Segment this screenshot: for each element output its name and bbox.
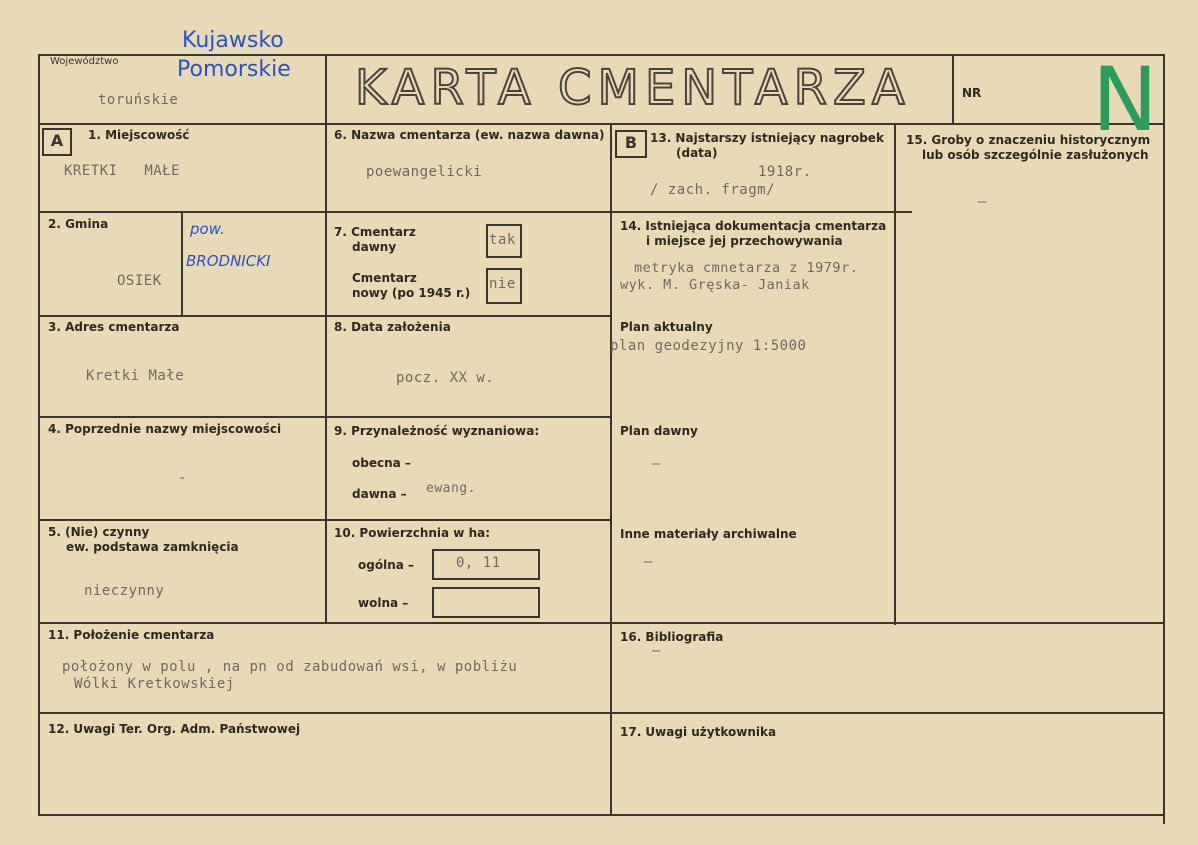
powiat-label: pow. (190, 220, 225, 238)
field-11-label: 11. Położenie cmentarza (48, 628, 215, 642)
border-right (1163, 54, 1165, 824)
wojewodztwo-label: Województwo (50, 56, 119, 67)
field-13-value-2: / zach. fragm/ (650, 182, 776, 198)
nr-value: N (1092, 48, 1158, 151)
field-5-label-2: ew. podstawa zamknięcia (66, 540, 239, 554)
field-10-wolna-box (432, 587, 540, 618)
field-7-label: 7. Cmentarz (334, 225, 416, 239)
field-9-dawna-value: ewang. (426, 481, 476, 496)
col-divider-1 (325, 123, 327, 622)
field-7-nowy-2: nowy (po 1945 r.) (352, 286, 471, 300)
section-a-letter: A (42, 128, 72, 156)
field-1-label: 1. Miejscowość (88, 128, 190, 142)
field-14-label-1: 14. Istniejąca dokumentacja cmentarza (620, 219, 887, 233)
row-line-5 (38, 622, 1165, 624)
field-15-label-2: lub osób szczególnie zasłużonych (922, 148, 1149, 162)
field-8-value: pocz. XX w. (396, 370, 495, 386)
field-1-value: KRETKI MAŁE (64, 163, 181, 179)
plan-dawny-label: Plan dawny (620, 424, 698, 438)
plan-dawny-value: – (652, 456, 661, 472)
field-4-label: 4. Poprzednie nazwy miejscowości (48, 422, 282, 436)
card-title: KARTA CMENTARZA (355, 60, 911, 116)
gmina-divider (181, 211, 183, 316)
col-divider-3 (894, 123, 896, 625)
inne-materialy-label: Inne materiały archiwalne (620, 527, 797, 541)
border-bottom (38, 814, 1165, 816)
field-5-label-1: 5. (Nie) czynny (48, 525, 150, 539)
field-10-label: 10. Powierzchnia w ha: (334, 526, 491, 540)
field-17-label: 17. Uwagi użytkownika (620, 725, 777, 739)
old-voivodeship: toruńskie (98, 92, 179, 108)
field-11-value-2: Wólki Kretkowskiej (74, 676, 235, 692)
section-b-letter: B (615, 130, 647, 158)
field-11-value-1: położony w polu , na pn od zabudowań wsi, w pobliżu (62, 659, 518, 675)
field-15-value: – (978, 194, 987, 210)
field-10-ogolna-value: 0, 11 (456, 555, 501, 571)
field-14-label-2: i miejsce jej przechowywania (646, 234, 843, 248)
powiat-value: BRODNICKI (186, 252, 271, 270)
field-16-label: 16. Bibliografia (620, 630, 724, 644)
field-16-value: – (652, 643, 661, 659)
field-7-nowy-1: Cmentarz (352, 271, 417, 285)
field-3-label: 3. Adres cmentarza (48, 320, 180, 334)
field-7-dawny-value: tak (489, 232, 516, 248)
field-13-label-2: (data) (676, 146, 718, 160)
row-line-4 (38, 519, 612, 521)
stamp-pomorskie: Pomorskie (177, 57, 291, 82)
field-13-label-1: 13. Najstarszy istniejący nagrobek (650, 131, 884, 145)
field-4-value: - (178, 470, 187, 486)
field-5-value: nieczynny (84, 583, 165, 599)
title-divider-nr (952, 54, 954, 124)
field-2-value: OSIEK (117, 273, 162, 289)
field-2-label: 2. Gmina (48, 217, 109, 231)
plan-aktualny-label: Plan aktualny (620, 320, 713, 334)
title-divider-left (325, 54, 327, 124)
field-14-value-2: wyk. M. Gręska- Janiak (620, 277, 810, 293)
field-10-ogolna: ogólna – (358, 558, 415, 572)
field-3-value: Kretki Małe (86, 368, 185, 384)
row-line-6 (38, 712, 1165, 714)
row-line-1 (38, 211, 912, 213)
field-9-label: 9. Przynależność wyznaniowa: (334, 424, 540, 438)
border-left (38, 54, 40, 816)
border-top (38, 54, 1165, 56)
inne-materialy-value: – (644, 554, 653, 570)
field-9-dawna: dawna – (352, 487, 407, 501)
field-10-wolna: wolna – (358, 596, 409, 610)
field-7-dawny: dawny (352, 240, 397, 254)
stamp-kujawsko: Kujawsko (182, 28, 284, 53)
field-13-value-1: 1918r. (758, 164, 812, 180)
plan-aktualny-value: plan geodezyjny 1:5000 (610, 338, 807, 354)
field-8-label: 8. Data założenia (334, 320, 451, 334)
field-15-label-1: 15. Groby o znaczeniu historycznym (906, 133, 1151, 147)
field-12-label: 12. Uwagi Ter. Org. Adm. Państwowej (48, 722, 301, 736)
field-6-label: 6. Nazwa cmentarza (ew. nazwa dawna) (334, 128, 605, 142)
field-14-value-1: metryka cmnetarza z 1979r. (634, 260, 859, 276)
header-bottom-line (38, 123, 1165, 125)
row-line-2 (38, 315, 612, 317)
nr-label: NR (962, 86, 982, 100)
field-7-nowy-value: nie (489, 276, 516, 292)
row-line-3 (38, 416, 612, 418)
field-9-obecna: obecna – (352, 456, 411, 470)
field-6-value: poewangelicki (366, 164, 483, 180)
